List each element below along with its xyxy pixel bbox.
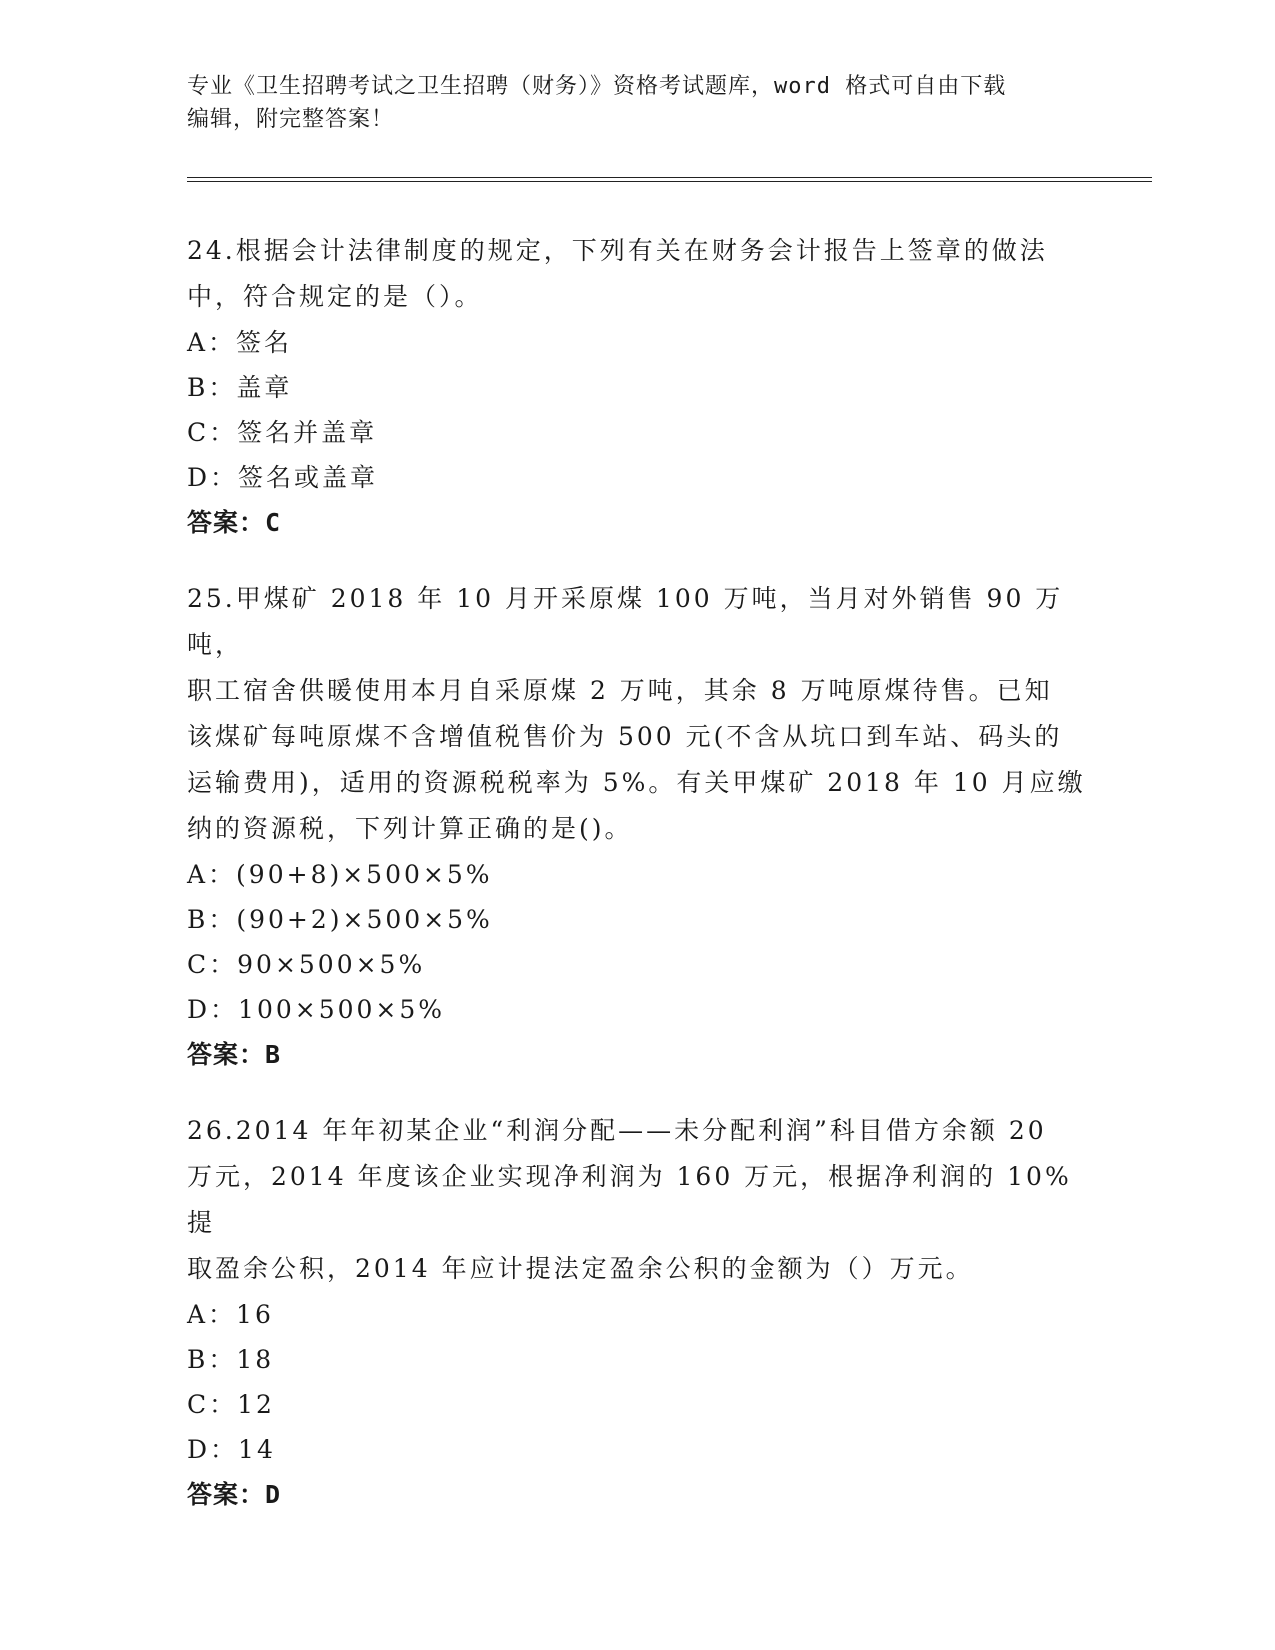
question-line: 25.甲煤矿 2018 年 10 月开采原煤 100 万吨，当月对外销售 90 万吨， (187, 584, 1064, 659)
question-26 (187, 1108, 1087, 1518)
question-text (187, 576, 1087, 852)
option-a: A：16 (187, 1300, 274, 1329)
option-b: B：(90+2)×500×5% (187, 905, 493, 934)
option-d: D：14 (187, 1435, 276, 1464)
option-d: D：签名或盖章 (187, 463, 379, 492)
answer-line: 答案：C (187, 508, 282, 537)
question-line: 运输费用)，适用的资源税税率为 5%。有关甲煤矿 2018 年 10 月应缴 (187, 768, 1086, 797)
question-24 (187, 228, 1087, 546)
question-line: 中，符合规定的是（）。 (187, 282, 483, 311)
question-line: 该煤矿每吨原煤不含增值税售价为 500 元(不含从坑口到车站、码头的 (187, 722, 1063, 751)
option-d: D：100×500×5% (187, 995, 446, 1024)
header-divider-bottom (187, 181, 1152, 182)
question-line: 26.2014 年年初某企业“利润分配——未分配利润”科目借方余额 20 (187, 1116, 1047, 1145)
question-text (187, 1108, 1087, 1292)
option-b: B：盖章 (187, 373, 293, 402)
answer-line: 答案：B (187, 1040, 282, 1069)
question-25 (187, 576, 1087, 1078)
answer-line: 答案：D (187, 1480, 282, 1509)
question-line: 取盈余公积，2014 年应计提法定盈余公积的金额为（）万元。 (187, 1254, 974, 1283)
option-c: C：签名并盖章 (187, 418, 378, 447)
question-line: 24.根据会计法律制度的规定，下列有关在财务会计报告上签章的做法 (187, 236, 1048, 265)
question-line: 万元，2014 年度该企业实现净利润为 160 万元，根据净利润的 10%提 (187, 1162, 1072, 1237)
question-list (187, 228, 1087, 1548)
option-a: A：(90+8)×500×5% (187, 860, 493, 889)
option-a: A：签名 (187, 328, 293, 357)
question-text (187, 228, 1087, 320)
header-line-2: 编辑，附完整答案！ (187, 107, 395, 132)
header-divider-top (187, 177, 1152, 178)
question-line: 职工宿舍供暖使用本月自采原煤 2 万吨，其余 8 万吨原煤待售。已知 (187, 676, 1053, 705)
question-line: 纳的资源税，下列计算正确的是()。 (187, 814, 633, 843)
header-line-1: 专业《卫生招聘考试之卫生招聘（财务）》资格考试题库，word 格式可自由下载 (187, 74, 1007, 99)
option-c: C：90×500×5% (187, 950, 426, 979)
option-b: B：18 (187, 1345, 275, 1374)
option-c: C：12 (187, 1390, 275, 1419)
document-header (187, 70, 1067, 136)
